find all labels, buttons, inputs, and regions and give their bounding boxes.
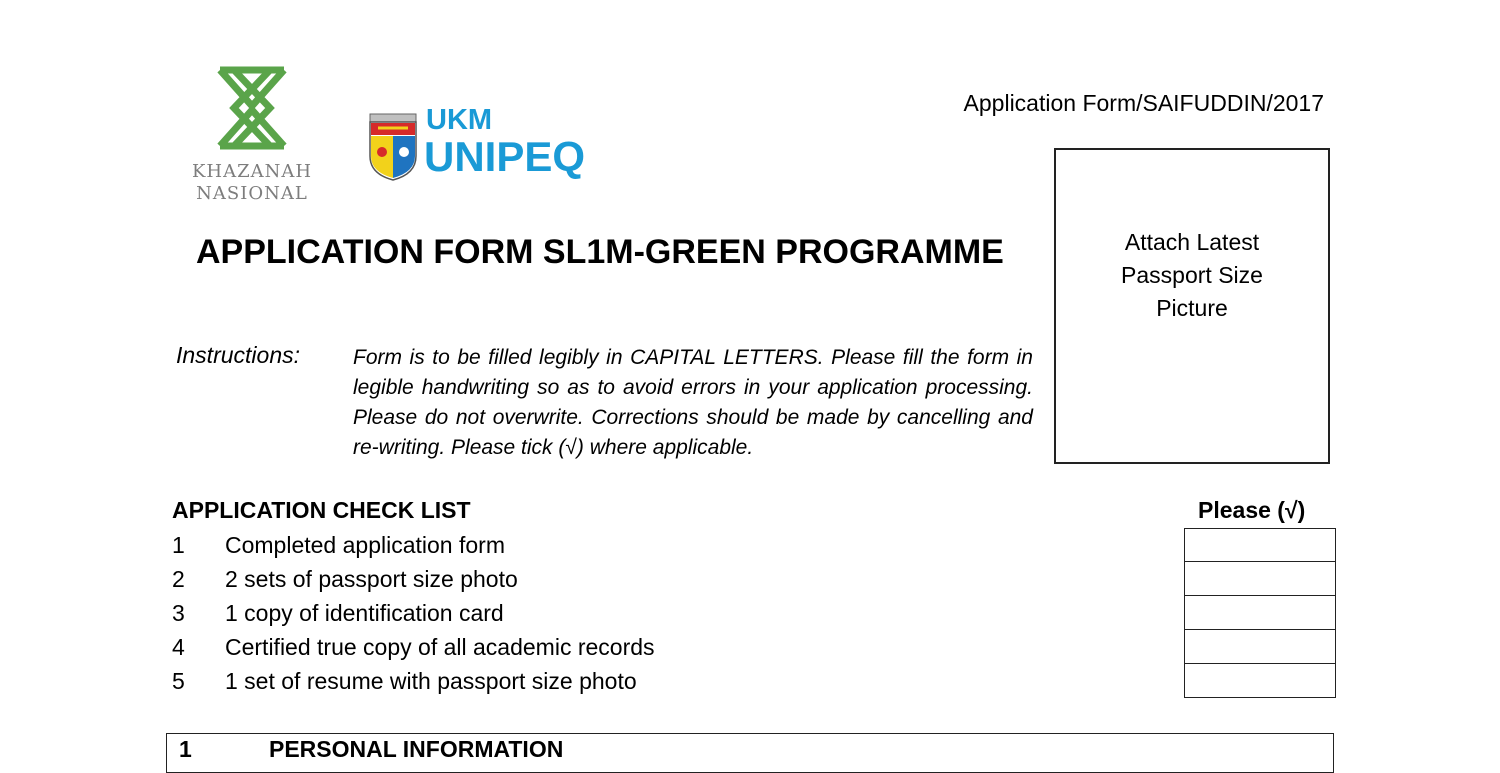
instructions-label: Instructions:	[176, 342, 300, 368]
tick-box[interactable]	[1184, 630, 1336, 664]
tick-box[interactable]	[1184, 562, 1336, 596]
checklist-title: APPLICATION CHECK LIST	[172, 497, 471, 523]
checklist-item-number: 2	[172, 566, 185, 592]
section-number: 1	[179, 736, 192, 762]
checklist-item-text: 1 copy of identification card	[225, 600, 504, 626]
checklist-item-number: 4	[172, 634, 185, 660]
photo-box-line1: Attach Latest	[1124, 229, 1260, 255]
ukm-logo-text: UKM	[426, 104, 493, 136]
tick-box[interactable]	[1184, 664, 1336, 698]
tick-column-header: Please (√)	[1198, 497, 1306, 523]
passport-photo-box[interactable]	[1054, 148, 1330, 464]
khazanah-name-line1: KHAZANAH	[191, 161, 313, 182]
photo-box-label	[1056, 226, 1328, 325]
checklist-item-text: Certified true copy of all academic records	[225, 634, 655, 660]
tick-box-column	[1184, 528, 1336, 698]
tick-box[interactable]	[1184, 528, 1336, 562]
khazanah-logo	[186, 66, 318, 206]
checklist-item-text: 1 set of resume with passport size photo	[225, 668, 637, 694]
checklist-item-number: 3	[172, 600, 185, 626]
checklist-item-number: 1	[172, 532, 185, 558]
page-title: APPLICATION FORM SL1M-GREEN PROGRAMME	[196, 233, 1004, 271]
khazanah-name-line2: NASIONAL	[196, 183, 308, 204]
khazanah-logo-icon	[214, 66, 290, 150]
ukm-crest-icon	[366, 108, 420, 182]
ukm-unipeq-logo	[366, 104, 596, 184]
checklist-item-text: 2 sets of passport size photo	[225, 566, 518, 592]
tick-box[interactable]	[1184, 596, 1336, 630]
section-header-personal-information	[166, 733, 1334, 773]
form-reference: Application Form/SAIFUDDIN/2017	[963, 90, 1324, 116]
instructions-text: Form is to be filled legibly in CAPITAL LETTERS. Please fill the form in legible handwriting so as to avoid errors in your application processing. Please do not overwrite. Corrections should be made by cancelling and re-writing. Please tick (√) where applicable.	[353, 346, 1033, 459]
unipeq-logo-text: UNIPEQ	[424, 133, 586, 180]
photo-box-line2: Passport Size	[1121, 262, 1263, 288]
checklist-item-number: 5	[172, 668, 185, 694]
section-title: PERSONAL INFORMATION	[269, 736, 564, 762]
checklist-item-text: Completed application form	[225, 532, 505, 558]
photo-box-line3: Picture	[1156, 295, 1228, 321]
